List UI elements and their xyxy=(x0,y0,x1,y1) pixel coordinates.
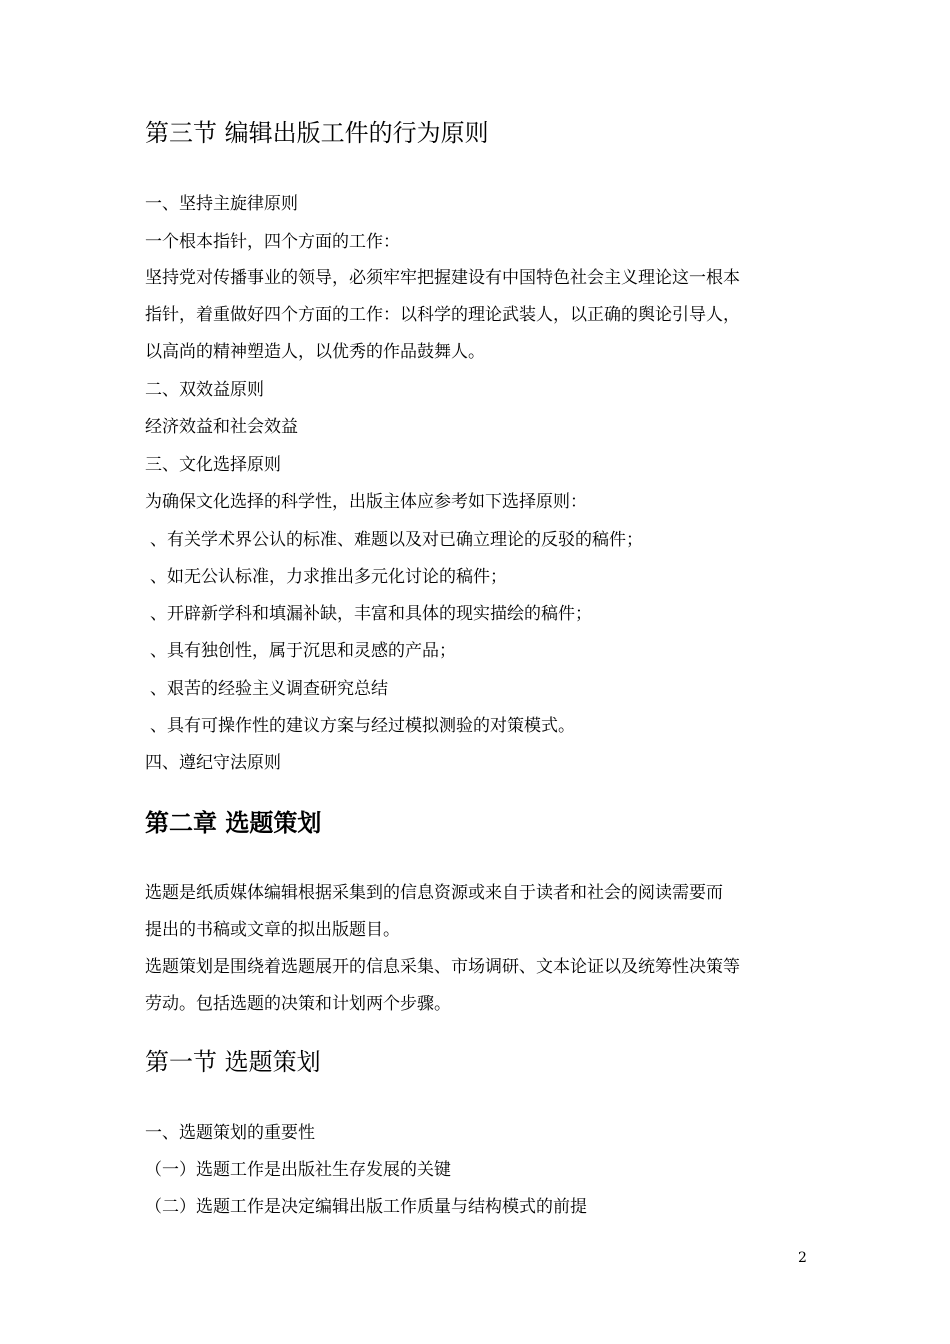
paragraph-line: 指针，着重做好四个方面的工作：以科学的理论武装人，以正确的舆论引导人， xyxy=(145,305,740,325)
paragraph-line: 选题是纸质媒体编辑根据采集到的信息资源或来自于读者和社会的阅读需要而 xyxy=(145,883,723,903)
list-item: 、有关学术界公认的标准、难题以及对已确立理论的反驳的稿件； xyxy=(150,530,643,550)
principle-heading-4: 四、遵纪守法原则 xyxy=(145,753,281,773)
paragraph-line: 劳动。包括选题的决策和计划两个步骤。 xyxy=(145,994,451,1014)
list-item: （二）选题工作是决定编辑出版工作质量与结构模式的前提 xyxy=(145,1197,587,1217)
page-number: 2 xyxy=(798,1250,807,1266)
paragraph-line: 选题策划是围绕着选题展开的信息采集、市场调研、文本论证以及统筹性决策等 xyxy=(145,957,740,977)
principle-heading-1: 一、坚持主旋律原则 xyxy=(145,194,298,214)
section-title: 第三节 编辑出版工件的行为原则 xyxy=(145,119,489,147)
paragraph-line: 坚持党对传播事业的领导，必须牢牢把握建设有中国特色社会主义理论这一根本 xyxy=(145,268,740,288)
paragraph-line: 提出的书稿或文章的拟出版题目。 xyxy=(145,920,400,940)
section-title: 第一节 选题策划 xyxy=(145,1048,321,1076)
paragraph-line: 一个根本指针，四个方面的工作： xyxy=(145,232,400,252)
paragraph-line: 为确保文化选择的科学性，出版主体应参考如下选择原则： xyxy=(145,492,587,512)
subsection-heading: 一、选题策划的重要性 xyxy=(145,1123,315,1143)
list-item: 、艰苦的经验主义调查研究总结 xyxy=(150,679,388,699)
list-item: 、具有独创性，属于沉思和灵感的产品； xyxy=(150,641,456,661)
list-item: 、如无公认标准，力求推出多元化讨论的稿件； xyxy=(150,567,507,587)
paragraph-line: 以高尚的精神塑造人，以优秀的作品鼓舞人。 xyxy=(145,342,485,362)
principle-heading-2: 二、双效益原则 xyxy=(145,380,264,400)
list-item: 、具有可操作性的建议方案与经过模拟测验的对策模式。 xyxy=(150,716,575,736)
chapter-title: 第二章 选题策划 xyxy=(145,808,322,837)
list-item: （一）选题工作是出版社生存发展的关键 xyxy=(145,1160,451,1180)
principle-heading-3: 三、文化选择原则 xyxy=(145,455,281,475)
paragraph-line: 经济效益和社会效益 xyxy=(145,417,298,437)
list-item: 、开辟新学科和填漏补缺，丰富和具体的现实描绘的稿件； xyxy=(150,604,592,624)
